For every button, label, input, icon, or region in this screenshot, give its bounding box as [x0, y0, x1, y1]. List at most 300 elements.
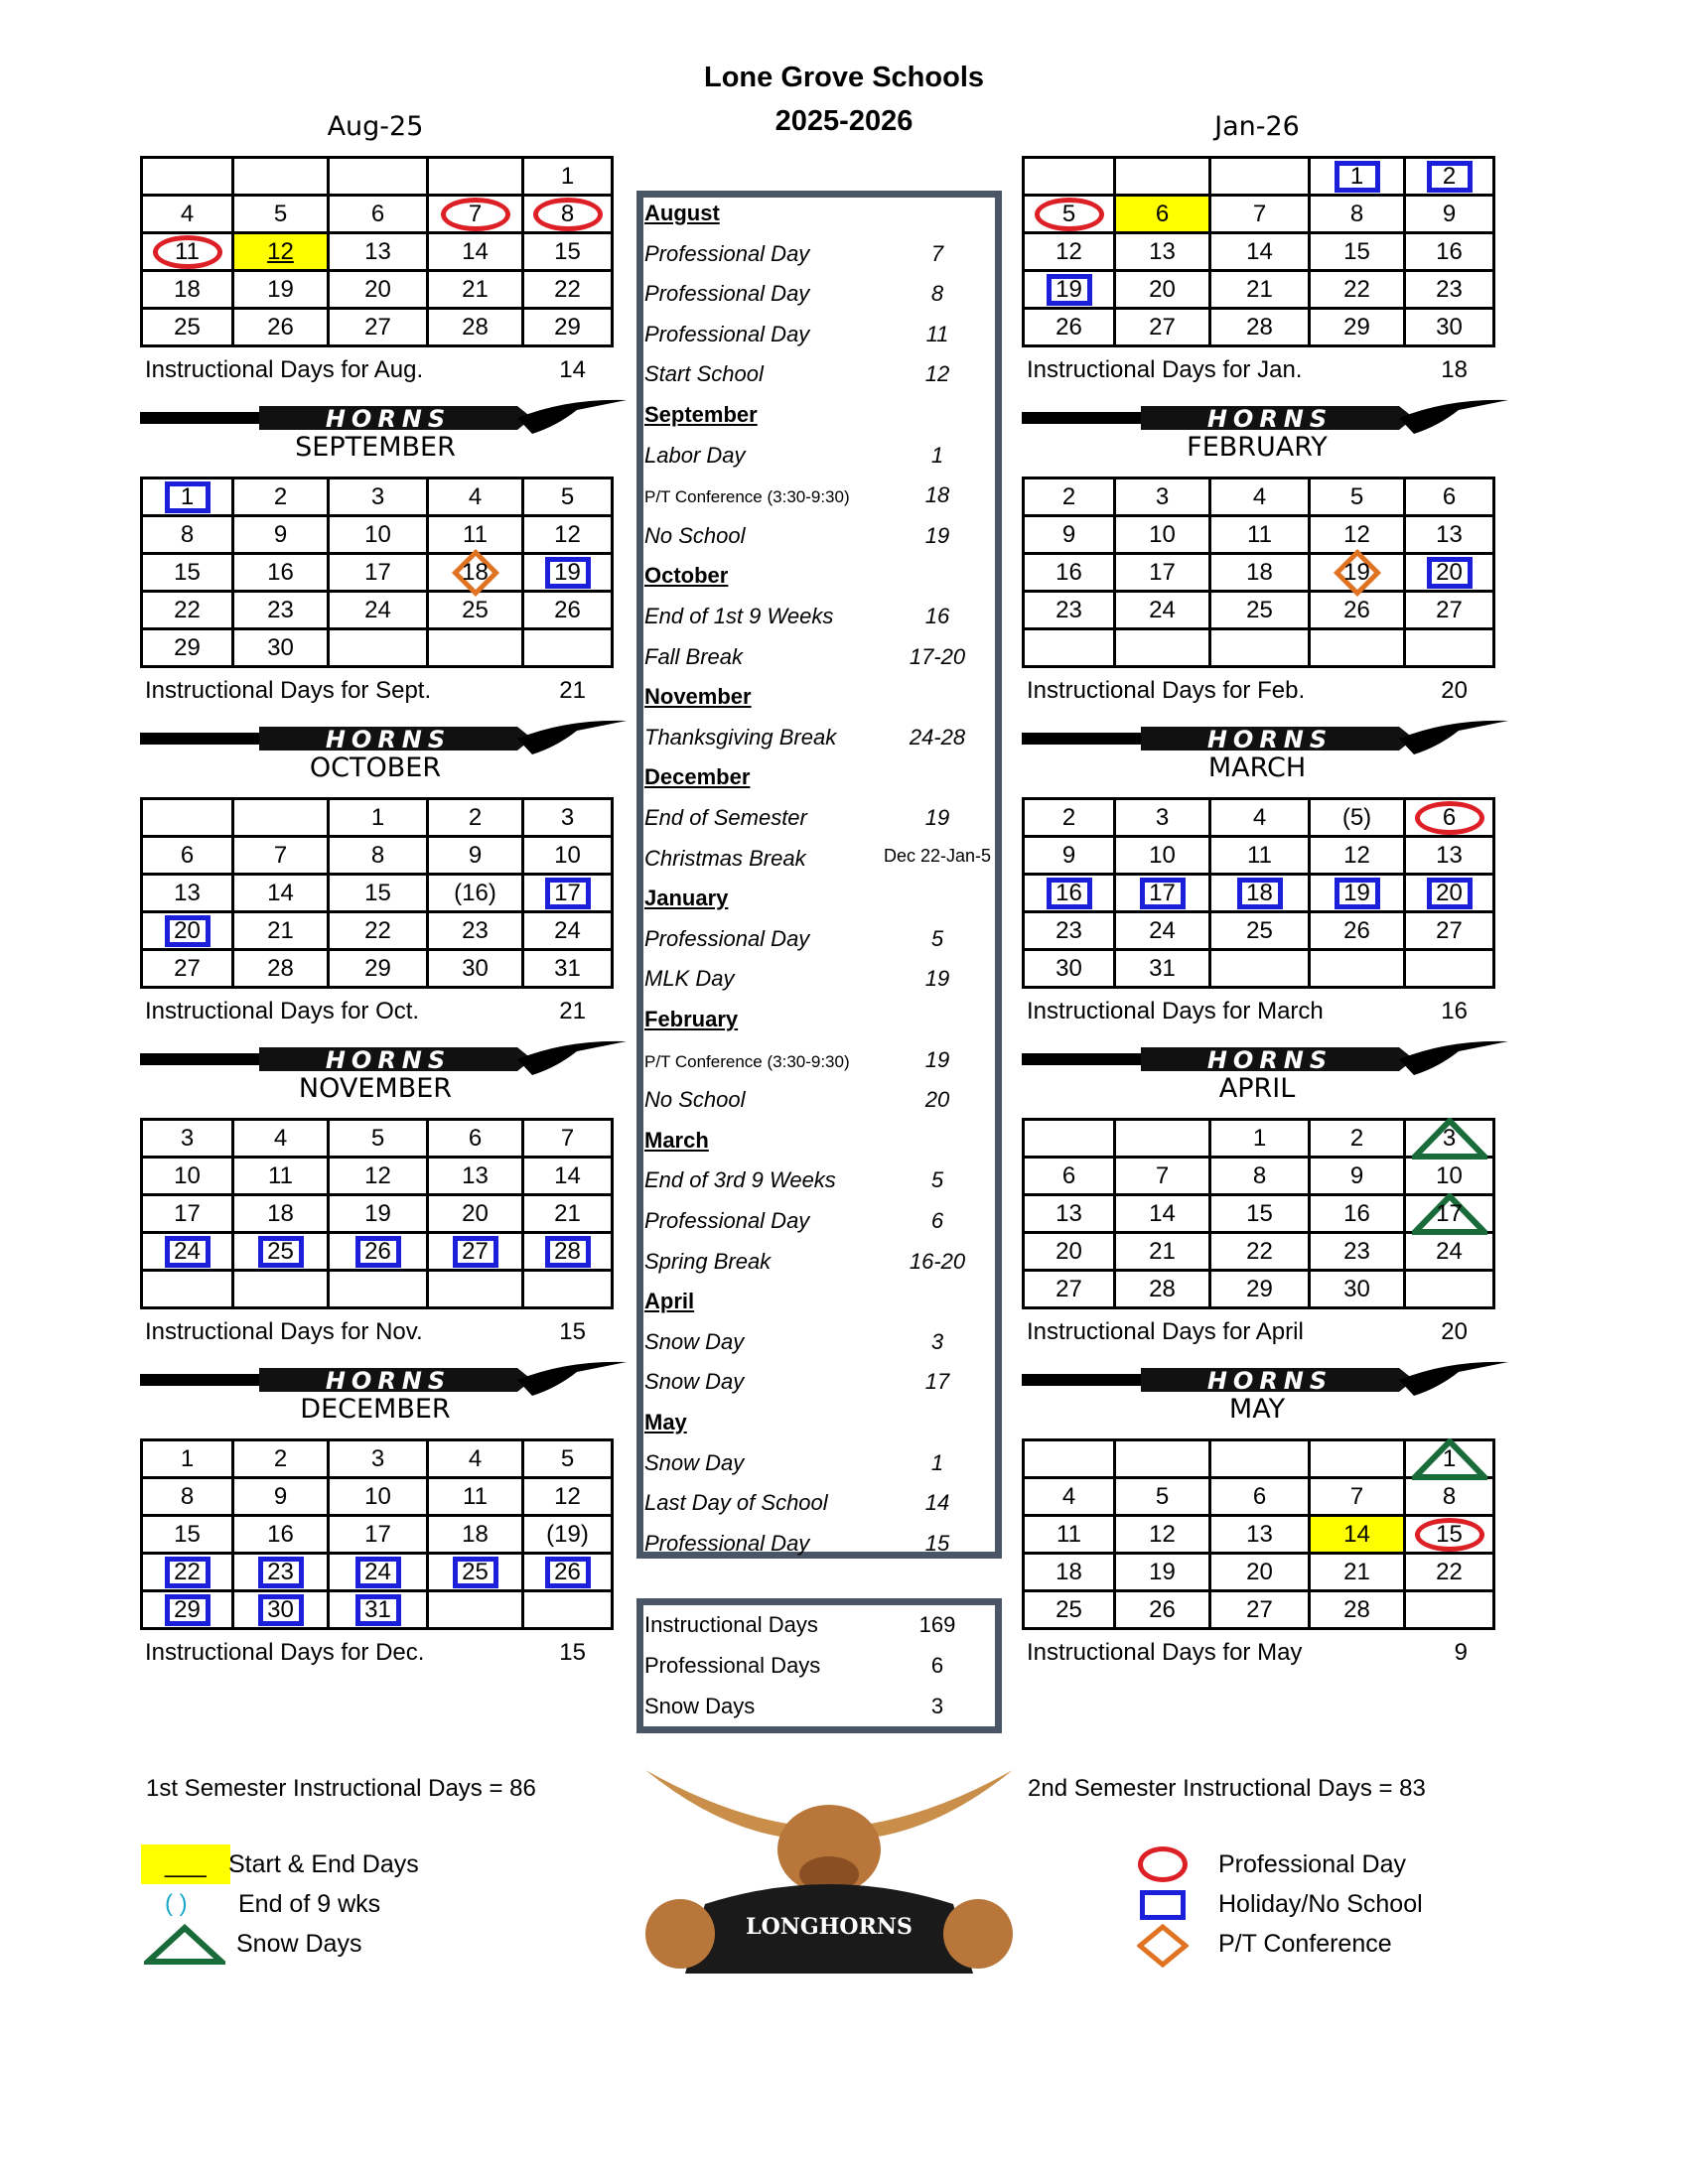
week-row — [142, 233, 613, 271]
event-date: 7 — [930, 240, 944, 266]
day-number: 2 — [1349, 1124, 1364, 1152]
day-cell — [329, 516, 428, 554]
day-number: 9 — [1349, 1161, 1364, 1189]
event-date: 5 — [930, 925, 944, 951]
day-number: 6 — [370, 200, 385, 227]
day-cell — [428, 629, 523, 667]
day-number: 18 — [462, 1520, 489, 1548]
week-row — [1024, 554, 1494, 592]
day-cell — [523, 309, 613, 346]
week-row — [1024, 1120, 1494, 1158]
day-number: 21 — [554, 1199, 581, 1227]
day-number: 1 — [180, 482, 195, 510]
day-cell — [1024, 1591, 1115, 1629]
event-label: Professional Day — [644, 281, 810, 307]
day-cell — [142, 1591, 233, 1629]
event-label: Professional Day — [644, 240, 810, 266]
day-number: 16 — [267, 558, 294, 586]
day-number: 12 — [554, 520, 581, 548]
day-cell — [523, 1591, 613, 1629]
day-number: 11 — [175, 237, 200, 265]
day-number: 18 — [267, 1199, 294, 1227]
day-cell — [1115, 516, 1210, 554]
day-cell — [233, 309, 329, 346]
day-cell — [523, 1120, 613, 1158]
instructional-days-mar — [1027, 998, 1497, 1025]
day-cell — [428, 1516, 523, 1554]
instructional-days-label: Instructional Days for Jan. — [1027, 356, 1303, 383]
day-cell — [142, 950, 233, 988]
day-cell — [428, 1440, 523, 1478]
month-title-sep: SEPTEMBER — [295, 432, 456, 463]
day-cell — [1405, 950, 1494, 988]
day-cell — [523, 1554, 613, 1591]
day-cell — [428, 1271, 523, 1308]
day-cell — [233, 158, 329, 196]
day-number: 4 — [468, 1444, 483, 1472]
day-number: 27 — [1055, 1275, 1082, 1302]
summary-value: 6 — [930, 1653, 944, 1678]
day-number: 2 — [1061, 803, 1076, 831]
day-number: (19) — [546, 1520, 589, 1548]
day-number: 12 — [554, 1482, 581, 1510]
month-title-may: MAY — [1228, 1394, 1286, 1425]
week-row — [1024, 1516, 1494, 1554]
day-number: 25 — [1246, 916, 1273, 944]
day-number: 12 — [1149, 1520, 1176, 1548]
day-number: 5 — [560, 482, 575, 510]
day-cell — [523, 950, 613, 988]
day-cell — [1310, 592, 1405, 629]
school-name: Lone Grove Schools — [704, 62, 984, 93]
day-cell — [1115, 950, 1210, 988]
legend-start-end-label: Start & End Days — [228, 1850, 419, 1878]
day-cell — [1310, 478, 1405, 516]
week-row — [1024, 799, 1494, 837]
day-number: 5 — [1349, 482, 1364, 510]
day-cell — [1210, 1516, 1310, 1554]
day-number: 17 — [364, 558, 391, 586]
legend-holiday-square-icon — [1140, 1890, 1186, 1920]
day-number: 9 — [1442, 200, 1457, 227]
day-cell — [523, 516, 613, 554]
day-number: 27 — [1436, 596, 1463, 623]
day-cell — [428, 309, 523, 346]
instructional-days-count: 21 — [559, 677, 586, 704]
day-cell — [1210, 837, 1310, 875]
legend-snow-triangle-icon — [144, 1924, 225, 1966]
event-label: May — [644, 1410, 687, 1434]
week-row — [1024, 1158, 1494, 1195]
day-cell — [1115, 196, 1210, 233]
day-number: 25 — [1055, 1595, 1082, 1623]
week-row — [1024, 478, 1494, 516]
day-cell — [1024, 1554, 1115, 1591]
event-date: 20 — [924, 1087, 950, 1113]
week-row — [1024, 1233, 1494, 1271]
day-number: 22 — [1246, 1237, 1273, 1265]
day-cell — [1024, 1440, 1115, 1478]
day-cell — [329, 837, 428, 875]
day-cell — [329, 1478, 428, 1516]
event-date: 24-28 — [909, 724, 966, 750]
day-number: 17 — [364, 1520, 391, 1548]
day-number: 24 — [1436, 1237, 1463, 1265]
day-number: 19 — [1055, 275, 1082, 303]
day-number: 22 — [554, 275, 581, 303]
day-number: (5) — [1341, 803, 1372, 831]
day-number: 29 — [1343, 313, 1370, 341]
day-number: 26 — [1343, 916, 1370, 944]
instructional-days-apr — [1027, 1318, 1497, 1346]
day-number: 24 — [364, 1558, 391, 1585]
day-number: 23 — [267, 1558, 294, 1585]
month-title-oct: OCTOBER — [309, 752, 442, 783]
day-cell — [428, 1591, 523, 1629]
day-cell — [1210, 158, 1310, 196]
day-number: 10 — [1149, 520, 1176, 548]
day-number: 30 — [1343, 1275, 1370, 1302]
day-cell — [329, 196, 428, 233]
day-cell — [329, 1271, 428, 1308]
day-number: 7 — [560, 1124, 575, 1152]
event-label: Last Day of School — [644, 1490, 828, 1516]
day-cell — [1310, 1195, 1405, 1233]
event-date: 19 — [924, 966, 950, 992]
day-number: 13 — [462, 1161, 489, 1189]
day-number: 9 — [273, 520, 288, 548]
day-number: 17 — [1436, 1199, 1463, 1227]
day-cell — [523, 1195, 613, 1233]
horns-banner-text: HORNS — [325, 1046, 452, 1074]
day-number: 30 — [1436, 313, 1463, 341]
event-label: Snow Day — [644, 1449, 745, 1475]
day-number: 7 — [1252, 200, 1267, 227]
day-cell — [1115, 1591, 1210, 1629]
day-cell — [523, 837, 613, 875]
day-cell — [1405, 1233, 1494, 1271]
day-cell — [233, 950, 329, 988]
day-cell — [1210, 912, 1310, 950]
day-number: 26 — [267, 313, 294, 341]
day-number: 24 — [1149, 916, 1176, 944]
day-number: 2 — [1442, 162, 1457, 190]
event-row — [644, 966, 1002, 992]
event-month-header — [644, 886, 1002, 911]
event-date: Dec 22-Jan-5 — [883, 845, 992, 866]
day-cell — [1210, 554, 1310, 592]
event-row — [644, 1531, 1002, 1557]
day-cell — [1405, 1440, 1494, 1478]
day-number: 10 — [174, 1161, 201, 1189]
week-row — [1024, 309, 1494, 346]
day-cell — [1115, 799, 1210, 837]
day-number: 21 — [1246, 275, 1273, 303]
event-label: March — [644, 1127, 709, 1153]
day-cell — [233, 1516, 329, 1554]
day-number: 6 — [1442, 482, 1457, 510]
day-number: 14 — [1246, 237, 1273, 265]
week-row — [1024, 233, 1494, 271]
day-number: 15 — [1436, 1520, 1463, 1548]
day-number: 14 — [554, 1161, 581, 1189]
day-number: 3 — [370, 1444, 385, 1472]
day-cell — [1405, 1516, 1494, 1554]
event-date: 16 — [924, 604, 950, 628]
day-cell — [233, 629, 329, 667]
day-number: 19 — [554, 558, 581, 586]
day-number: 23 — [1055, 596, 1082, 623]
day-cell — [1115, 912, 1210, 950]
day-cell — [1210, 592, 1310, 629]
day-number: 19 — [1343, 879, 1370, 906]
day-cell — [329, 592, 428, 629]
week-row — [1024, 516, 1494, 554]
day-cell — [142, 1195, 233, 1233]
day-number: 6 — [180, 841, 195, 869]
day-cell — [1405, 271, 1494, 309]
day-cell — [329, 1233, 428, 1271]
week-row — [142, 1554, 613, 1591]
day-cell — [329, 875, 428, 912]
day-number: 21 — [462, 275, 489, 303]
day-number: 12 — [1343, 520, 1370, 548]
day-number: 4 — [1252, 803, 1267, 831]
day-cell — [142, 233, 233, 271]
day-number: 10 — [1149, 841, 1176, 869]
day-number: 31 — [1149, 954, 1176, 982]
day-number: 9 — [1061, 520, 1076, 548]
day-cell — [142, 158, 233, 196]
month-title-feb: FEBRUARY — [1187, 432, 1328, 463]
day-cell — [1024, 1233, 1115, 1271]
day-number: 27 — [364, 313, 391, 341]
event-label: Snow Day — [644, 1328, 745, 1354]
day-cell — [1024, 271, 1115, 309]
day-number: 6 — [1252, 1482, 1267, 1510]
instructional-days-count: 15 — [559, 1639, 586, 1666]
day-cell — [142, 554, 233, 592]
day-cell — [523, 592, 613, 629]
day-number: 15 — [174, 558, 201, 586]
event-date: 19 — [924, 522, 950, 548]
day-cell — [1405, 1554, 1494, 1591]
day-cell — [1115, 1271, 1210, 1308]
day-cell — [142, 196, 233, 233]
day-cell — [1310, 875, 1405, 912]
legend-pt-diamond-icon — [1137, 1924, 1189, 1968]
day-number: 8 — [1349, 200, 1364, 227]
event-row — [644, 1249, 1002, 1275]
day-cell — [329, 1120, 428, 1158]
week-row — [1024, 592, 1494, 629]
day-cell — [428, 912, 523, 950]
day-number: 11 — [1247, 520, 1272, 548]
day-cell — [329, 158, 428, 196]
day-cell — [1024, 950, 1115, 988]
day-cell — [233, 1554, 329, 1591]
day-cell — [1115, 271, 1210, 309]
day-number: 15 — [554, 237, 581, 265]
week-row — [142, 592, 613, 629]
event-label: Professional Day — [644, 1208, 810, 1233]
day-number: 2 — [1061, 482, 1076, 510]
day-number: 20 — [1436, 879, 1463, 906]
week-row — [1024, 1554, 1494, 1591]
event-label: Spring Break — [644, 1248, 772, 1274]
day-number: 28 — [1149, 1275, 1176, 1302]
day-number: 26 — [1343, 596, 1370, 623]
day-number: 16 — [1343, 1199, 1370, 1227]
event-row — [644, 1450, 1002, 1476]
day-cell — [142, 1233, 233, 1271]
day-cell — [1405, 233, 1494, 271]
day-number: 29 — [1246, 1275, 1273, 1302]
day-number: 1 — [370, 803, 385, 831]
day-number: 8 — [1252, 1161, 1267, 1189]
instructional-days-label: Instructional Days for Sept. — [145, 677, 432, 704]
day-cell — [1115, 1440, 1210, 1478]
day-number: 27 — [1436, 916, 1463, 944]
day-number: 2 — [273, 482, 288, 510]
day-cell — [1210, 478, 1310, 516]
event-label: October — [644, 563, 729, 589]
calendar-grid-may — [1022, 1438, 1495, 1630]
day-number: 23 — [1343, 1237, 1370, 1265]
day-cell — [233, 799, 329, 837]
day-number: 19 — [267, 275, 294, 303]
day-number: 8 — [180, 1482, 195, 1510]
day-number: 3 — [560, 803, 575, 831]
day-cell — [1310, 629, 1405, 667]
day-number: 13 — [1055, 1199, 1082, 1227]
day-cell — [428, 1478, 523, 1516]
horns-banner-text: HORNS — [1206, 1367, 1334, 1395]
event-row — [644, 1047, 1002, 1073]
day-number: 13 — [174, 879, 201, 906]
day-cell — [1115, 592, 1210, 629]
day-cell — [1405, 799, 1494, 837]
day-cell — [329, 233, 428, 271]
day-number: 1 — [560, 162, 575, 190]
day-cell — [1310, 1591, 1405, 1629]
day-cell — [233, 554, 329, 592]
day-number: 20 — [462, 1199, 489, 1227]
event-row — [644, 523, 1002, 549]
day-cell — [1024, 309, 1115, 346]
day-number: 4 — [273, 1124, 288, 1152]
day-cell — [1024, 592, 1115, 629]
day-cell — [142, 1478, 233, 1516]
day-cell — [1210, 1478, 1310, 1516]
day-cell — [1210, 629, 1310, 667]
instructional-days-may — [1027, 1639, 1497, 1667]
day-cell — [523, 271, 613, 309]
day-number: 22 — [364, 916, 391, 944]
day-cell — [142, 837, 233, 875]
day-cell — [1310, 1516, 1405, 1554]
day-number: 22 — [174, 1558, 201, 1585]
day-cell — [1115, 1195, 1210, 1233]
summary-value: 169 — [918, 1612, 956, 1637]
day-number: 23 — [1436, 275, 1463, 303]
day-cell — [1310, 1271, 1405, 1308]
day-cell — [142, 478, 233, 516]
legend-pt-label: P/T Conference — [1218, 1930, 1392, 1958]
day-number: 11 — [268, 1161, 293, 1189]
day-cell — [1405, 1271, 1494, 1308]
day-number: 16 — [1436, 237, 1463, 265]
day-number: 21 — [1343, 1558, 1370, 1585]
day-cell — [1024, 1195, 1115, 1233]
week-row — [1024, 875, 1494, 912]
day-cell — [1310, 1158, 1405, 1195]
day-number: 7 — [1349, 1482, 1364, 1510]
day-cell — [428, 1120, 523, 1158]
day-cell — [1405, 1591, 1494, 1629]
calendar-grid-mar — [1022, 797, 1495, 989]
day-number: 12 — [1343, 841, 1370, 869]
day-cell — [523, 799, 613, 837]
event-row — [644, 644, 1002, 670]
day-cell — [523, 1516, 613, 1554]
event-label: No School — [644, 522, 746, 548]
week-row — [1024, 837, 1494, 875]
day-cell — [142, 912, 233, 950]
day-number: 6 — [1061, 1161, 1076, 1189]
event-row — [644, 482, 1002, 508]
day-number: 15 — [1246, 1199, 1273, 1227]
event-month-header — [644, 1128, 1002, 1154]
day-cell — [142, 1554, 233, 1591]
day-number: 25 — [174, 313, 201, 341]
day-cell — [1024, 196, 1115, 233]
day-cell — [1310, 1233, 1405, 1271]
horns-banner-text: HORNS — [1206, 405, 1334, 433]
event-date: 16-20 — [909, 1248, 966, 1274]
event-date: 19 — [924, 1046, 950, 1072]
day-cell — [428, 554, 523, 592]
day-number: 8 — [370, 841, 385, 869]
calendar-grid-sep — [140, 477, 614, 668]
day-cell — [1024, 478, 1115, 516]
day-cell — [1210, 271, 1310, 309]
day-cell — [1405, 1120, 1494, 1158]
day-cell — [428, 1158, 523, 1195]
day-cell — [1210, 1195, 1310, 1233]
day-number: 26 — [554, 1558, 581, 1585]
day-number: 2 — [468, 803, 483, 831]
day-number: 12 — [1055, 237, 1082, 265]
day-number: 10 — [1436, 1161, 1463, 1189]
school-year: 2025-2026 — [774, 105, 914, 137]
day-cell — [1405, 912, 1494, 950]
event-label: Labor Day — [644, 442, 746, 468]
day-number: 30 — [1055, 954, 1082, 982]
event-row — [644, 281, 1002, 307]
day-number: 23 — [1055, 916, 1082, 944]
day-number: (16) — [454, 879, 496, 906]
day-cell — [428, 271, 523, 309]
day-number: 9 — [468, 841, 483, 869]
day-cell — [1405, 1195, 1494, 1233]
day-cell — [233, 516, 329, 554]
event-date: 3 — [930, 1328, 944, 1354]
instructional-days-count: 21 — [559, 998, 586, 1024]
day-cell — [1405, 592, 1494, 629]
day-number: 14 — [267, 879, 294, 906]
day-cell — [233, 271, 329, 309]
